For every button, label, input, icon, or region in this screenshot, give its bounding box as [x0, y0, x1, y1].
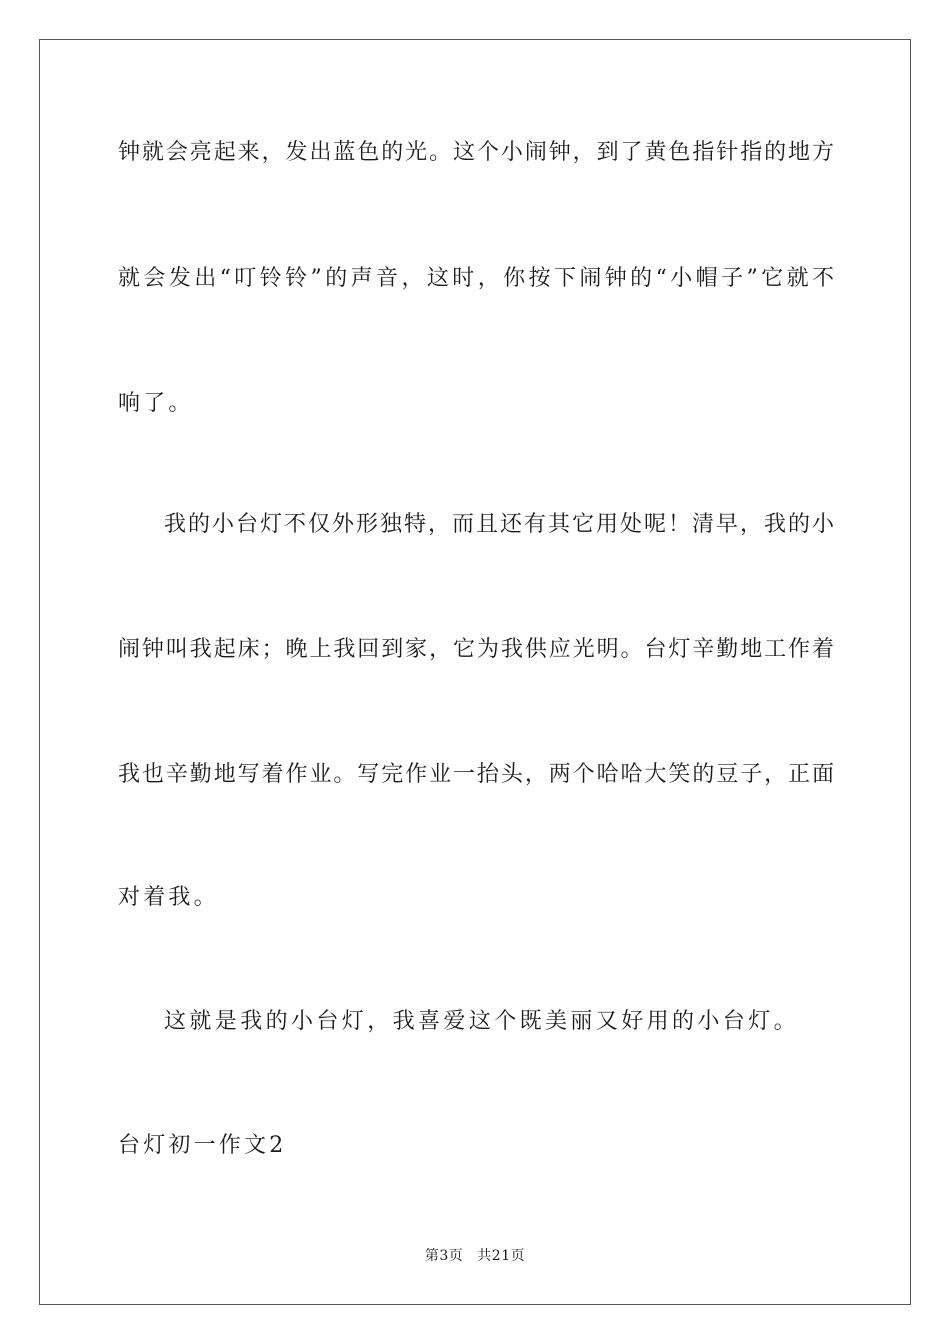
paragraph-1-line-3: 响了。	[118, 391, 194, 416]
paragraph-1-line-2: 就会发出“叮铃铃”的声音，这时，你按下闹钟的“小帽子”它就不	[118, 266, 834, 291]
page-number: 第3页	[424, 1248, 464, 1264]
page-total: 共21页	[477, 1248, 526, 1264]
paragraph-2-line-1: 我的小台灯不仅外形独特，而且还有其它用处呢！清早，我的小	[164, 512, 834, 537]
paragraph-2-line-2: 闹钟叫我起床；晚上我回到家，它为我供应光明。台灯辛勤地工作着	[118, 637, 834, 662]
paragraph-3-line-1: 这就是我的小台灯，我喜爱这个既美丽又好用的小台灯。	[164, 1009, 800, 1034]
page-frame	[39, 39, 911, 1305]
paragraph-1-line-1: 钟就会亮起来，发出蓝色的光。这个小闹钟，到了黄色指针指的地方	[118, 140, 834, 165]
paragraph-2-line-4: 对着我。	[118, 885, 219, 910]
section-heading: 台灯初一作文2	[118, 1133, 287, 1158]
page-footer	[0, 1247, 950, 1265]
paragraph-2-line-3: 我也辛勤地写着作业。写完作业一抬头，两个哈哈大笑的豆子，正面	[118, 762, 834, 787]
